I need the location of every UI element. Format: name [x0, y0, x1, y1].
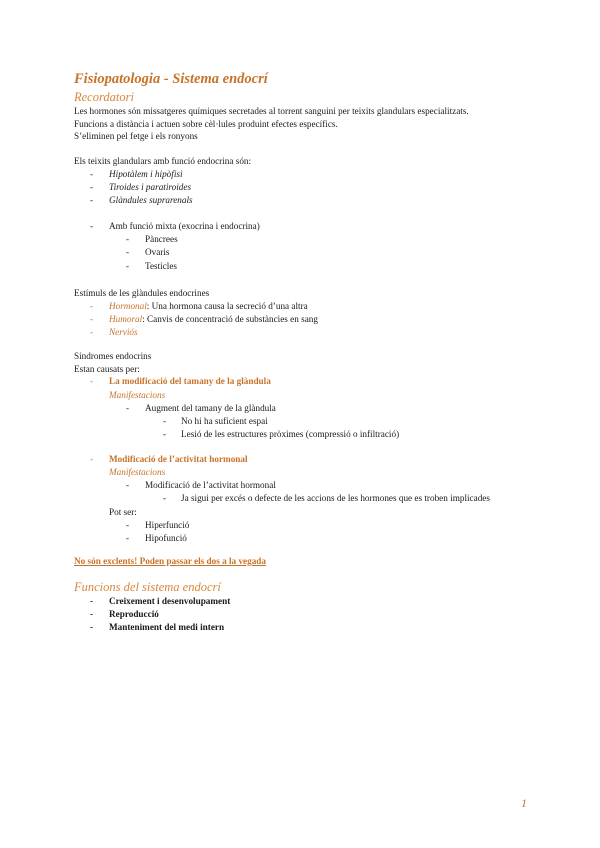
stimuli-intro: Estímuls de les glàndules endocrines: [74, 288, 210, 299]
heading-recordatori: Recordatori: [74, 90, 134, 104]
stimulus-item: - Nerviós: [90, 327, 138, 338]
pot-ser-label: Pot ser:: [109, 506, 137, 517]
list-item: - Glàndules suprarenals: [90, 195, 193, 206]
list-item: - Testicles: [126, 260, 178, 271]
list-item: - Creixement i desenvolupament: [90, 595, 231, 606]
list-item: - Modificació de l’activitat hormonal: [126, 479, 276, 490]
list-item: - Hipotàlem i hipòfisi: [90, 168, 183, 179]
list-item: - Hipofunció: [126, 532, 187, 543]
list-item: - No hi ha suficient espai: [163, 416, 268, 427]
intro-line-1: Les hormones són missatgeres químiques secretades al torrent sanguini per teixits glandulars especialitzats.: [74, 106, 469, 116]
list-item: - Reproducció: [90, 608, 159, 619]
cause-1-manifestations: Manifestacions: [109, 389, 166, 400]
intro-line-3: S’eliminen pel fetge i els ronyons: [74, 131, 198, 141]
warning-note: No són exclents! Poden passar els dos a la vegada: [74, 556, 267, 567]
document-page: [74, 70, 534, 635]
mixed-function-item: - Amb funció mixta (exocrina i endocrina): [90, 220, 260, 231]
list-item: - Manteniment del medi intern: [90, 622, 225, 633]
list-item: - Hiperfunció: [126, 519, 190, 530]
page-number: 1: [521, 796, 527, 810]
glands-intro: Els teixits glandulars amb funció endocrina són:: [74, 156, 252, 166]
stimulus-item: - Humoral: Canvis de concentració de substàncies en sang: [90, 313, 318, 324]
cause-1-title: - La modificació del tamany de la glàndula: [90, 376, 271, 387]
intro-line-2: Funcions a distància i actuen sobre cèl·lules produint efectes específics.: [74, 118, 338, 129]
list-item: - Ja sigui per excés o defecte de les accions de les hormones que es troben implicades: [163, 493, 490, 504]
document-title: Fisiopatologia - Sistema endocrí: [74, 71, 268, 87]
heading-funcions: Funcions del sistema endocrí: [74, 579, 221, 594]
list-item: - Ovaris: [126, 247, 170, 258]
stimulus-item: - Hormonal: Una hormona causa la secreció d’una altra: [90, 300, 308, 311]
list-item: - Pàncrees: [126, 234, 178, 245]
cause-2-title: - Modificació de l’activitat hormonal: [90, 453, 248, 464]
list-item: - Augment del tamany de la glàndula: [126, 402, 276, 413]
list-item: - Lesió de les estructures pròximes (compressió o infiltració): [163, 429, 400, 440]
cause-2-manifestations: Manifestacions: [109, 466, 166, 477]
list-item: - Tiroides i paratiroides: [90, 181, 192, 192]
syndromes-title: Síndromes endocrins: [74, 351, 152, 362]
syndromes-caused: Estan causats per:: [74, 363, 140, 374]
